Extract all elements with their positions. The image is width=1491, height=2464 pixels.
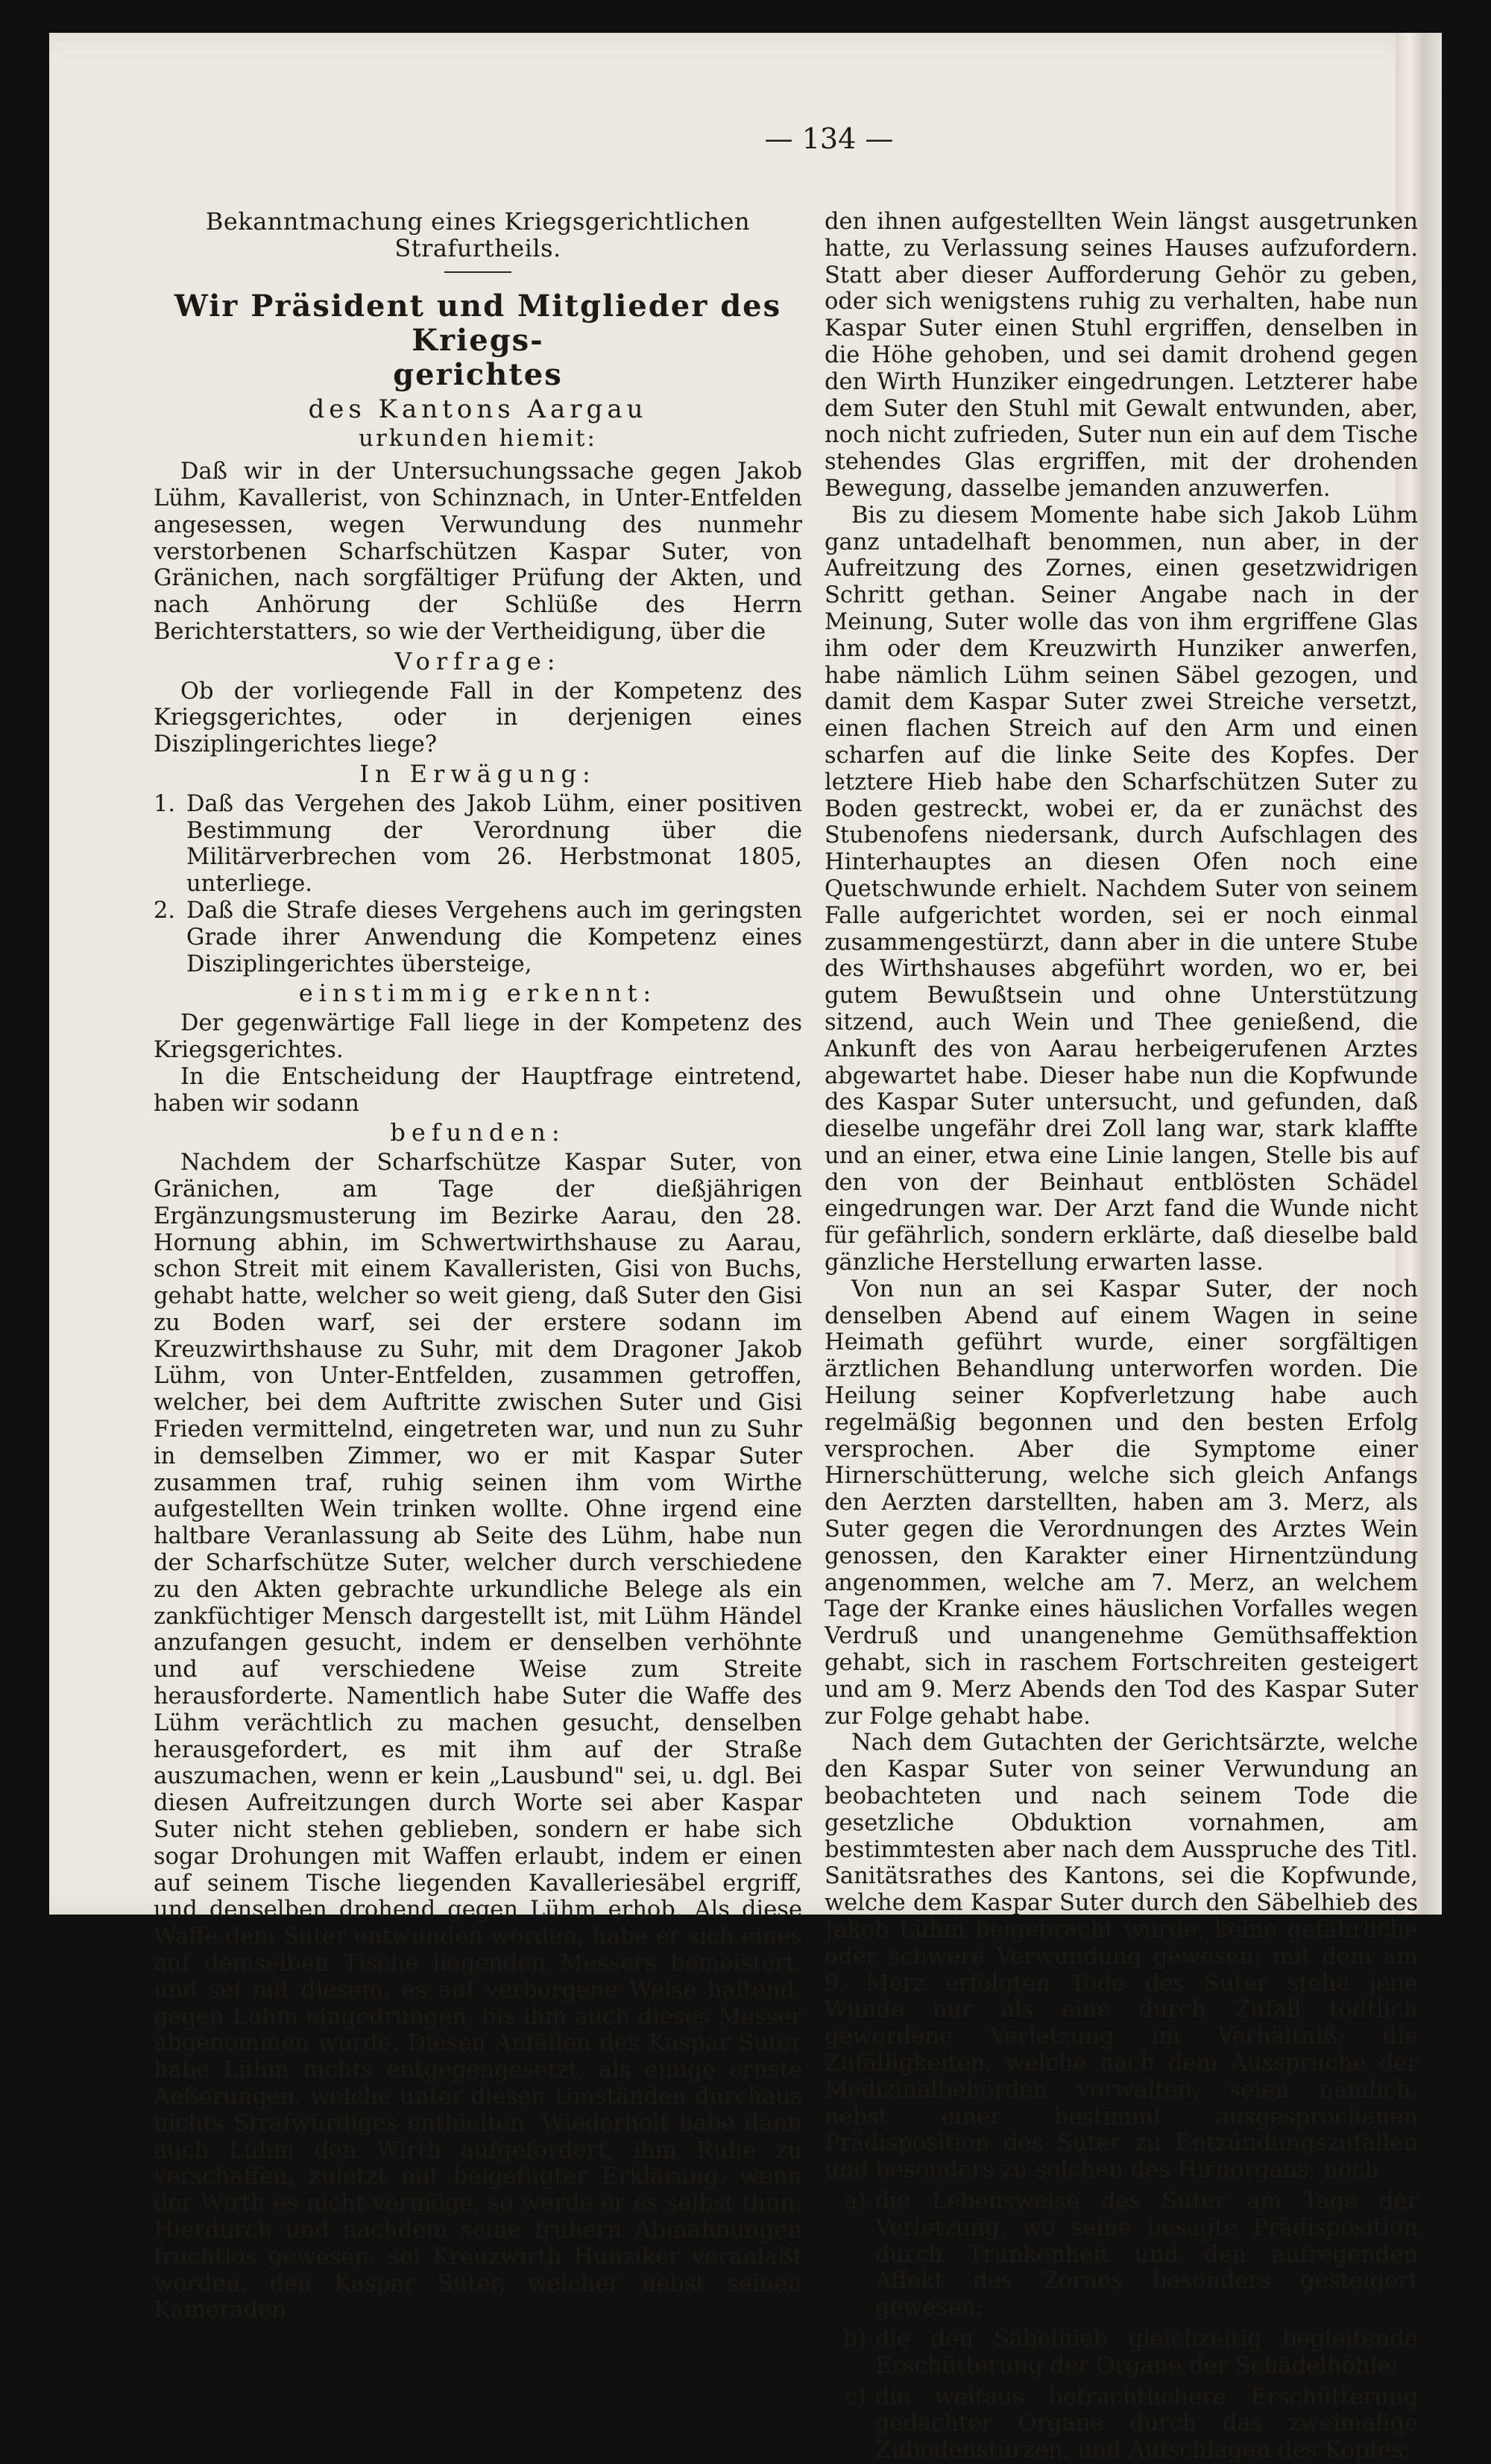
item-letter: b) — [842, 2325, 866, 2352]
title-line-2: gerichtes — [393, 356, 563, 392]
paragraph: Nachdem der Scharfschütze Kaspar Suter, von Gränichen, am Tage der dießjährigen Ergänzungsmusterung im Bezirke Aarau, den 28. Hornung abhin, im Schwertwirthshause zu Aarau, schon Streit mit einem Kavalleristen, Gisi von Buchs, gehabt hatte, welcher so weit gieng, daß Suter den Gisi zu Boden warf, sei der erstere sodann im Kreuzwirthshause zu Suhr, mit dem Dragoner Jakob Lühm, von Unter-Entfelden, zusammen getroffen, welcher, bei dem Auftritte zwischen Suter und Gisi Frieden vermittelnd, eingetreten war, und nun zu Suhr in demselben Zimmer, wo er mit Kaspar Suter zusammen traf, ruhig seinen ihm vom Wirthe aufgestellten Wein trinken wollte. Ohne irgend eine haltbare Veranlassung ab Seite des Lühm, habe nun der Scharfschütze Suter, welcher durch verschiedene zu den Akten gebrachte urkundliche Belege als ein zankfüchtiger Mensch dargestellt ist, mit Lühm Händel anzufangen gesucht, indem er denselben verhöhnte und auf verschiedene Weise zum Streite herausforderte. Namentlich habe Suter die Waffe des Lühm verächtlich zu machen gesucht, denselben herausgefordert, es mit ihm auf der Straße auszumachen, wenn er kein „Lausbund" sei, u. dgl. Bei diesen Aufreitzungen durch Worte sei aber Kaspar Suter nicht stehen geblieben, sondern er habe sich sogar Drohungen mit Waffen erlaubt, indem er einen auf seinem Tische liegenden Kavalleriesäbel ergriff, und denselben drohend gegen Lühm erhob. Als diese Waffe dem Suter entwunden worden, habe er sich eines auf demselben Tische liegenden Messers bemeistert, und sei mit diesem, es auf verborgene Weise haltend, gegen Lühm eingedrungen, bis ihm auch dieses Messer abgenommen wurde. Diesen Anfällen des Kaspar Suter habe Lühm nichts entgegengesetzt, als einige ernste Aeßerungen, welche unter diesen Umständen durchaus nichts Strafwürdiges enthielten. Wiederholt habe dann auch Lühm den Wirth aufgefordert, ihm Ruhe zu verschaffen, zuletzt mit beigefügter Erklärung, wenn der Wirth es nicht vermöge, so werde er es selbst thun. Hierdurch und nachdem seine frühern Abmahnungen fruchtlos gewesen, sei Kreuzwirth Hunziker veranlaßt worden, den Kaspar Suter, welcher nebst seinen Kameraden — [154, 1150, 802, 2324]
item-letter: c) — [845, 2383, 866, 2410]
paragraph: Daß wir in der Untersuchungssache gegen Jakob Lühm, Kavallerist, von Schinznach, in Unter-Entfelden angesessen, wegen Verwundung des nunmehr verstorbenen Scharfschützen Kaspar Suter, von Gränichen, nach sorgfältiger Prüfung der Akten, und nach Anhörung der Schlüße des Herrn Berichterstatters, so wie der Vertheidigung, über die — [154, 459, 802, 645]
urkunden-line: urkunden hiemit: — [359, 425, 597, 453]
numbered-item — [154, 898, 802, 977]
item-number: 2. — [154, 897, 176, 924]
divider-rule — [444, 271, 511, 273]
lettered-item — [825, 2384, 1418, 2464]
item-letter: a) — [843, 2187, 866, 2214]
paragraph: In die Entscheidung der Hauptfrage eintretend, haben wir sodann — [154, 1063, 802, 1117]
paragraph: Von nun an sei Kaspar Suter, der noch denselben Abend auf einem Wagen in seine Heimath geführt wurde, einer sorgfältigen ärztlichen Behandlung unterworfen worden. Die Heilung seiner Kopfverletzung habe auch regelmäßig begonnen und den besten Erfolg versprochen. Aber die Symptome einer Hirnerschütterung, welche sich gleich Anfangs den Aerzten darstellten, haben am 3. Merz, als Suter gegen die Verordnungen des Arztes Wein genossen, den Karakter einer Hirnentzündung angenommen, welche am 7. Merz, an welchem Tage der Kranke eines häuslichen Vorfalles wegen Verdruß und unangenehme Gemüthsaffektion gehabt, sich in raschem Fortschreiten gesteigert und am 9. Merz Abends den Tod des Kaspar Suter zur Folge gehabt habe. — [825, 1276, 1418, 1730]
vorfrage-heading: Vorfrage: — [394, 646, 561, 675]
paragraph: Ob der vorliegende Fall in der Kompetenz des Kriegsgerichtes, oder in derjenigen eines Disziplingerichtes liege? — [154, 678, 802, 758]
scanned-page — [49, 33, 1442, 2464]
einstimmig-heading: einstimmig erkennt: — [298, 979, 658, 1008]
item-number: 1. — [154, 790, 176, 817]
befunden-heading: befunden: — [390, 1118, 566, 1147]
item-text: Daß die Strafe dieses Vergehens auch im geringsten Grade ihrer Anwendung die Kompetenz eines Disziplingerichtes übersteige, — [186, 897, 802, 977]
lettered-item — [825, 2326, 1418, 2380]
title-line-1: Wir Präsident und Mitglieder des Kriegs- — [174, 288, 782, 358]
numbered-item — [154, 791, 802, 898]
notice-heading: Bekanntmachung eines Kriegsgerichtlichen Strafurtheils. — [205, 207, 751, 262]
item-text: die weitaus beträchtlichere Erschütterung gedachter Organe durch das zweimalige Zubodenstürzen, und Aufschlagen des Kopfes; — [875, 2383, 1418, 2464]
erwaegung-heading: In Erwägung: — [359, 759, 596, 788]
paragraph: Der gegenwärtige Fall liege in der Kompetenz des Kriegsgerichtes. — [154, 1010, 802, 1063]
lettered-item — [825, 2188, 1418, 2322]
right-column — [825, 209, 1418, 2464]
item-text: die den Säbelhieb gleichzeitig begleitende Erschütterung der Organe der Schädelhöhle; — [875, 2325, 1418, 2379]
paragraph: Nach dem Gutachten der Gerichtsärzte, welche den Kaspar Suter von seiner Verwundung an beobachteten und nach seinem Tode die gesetzliche Obduktion vornahmen, am bestimmtesten aber nach dem Ausspruche des Titl. Sanitätsrathes des Kantons, sei die Kopfwunde, welche dem Kaspar Suter durch den Säbelhieb des Jakob Lühm beigebracht wurde, keine gefährliche oder schwere Verwundung gewesen; mit dem am 9. Merz erfolgten Tode des Suter stehe jene Wunde nur als eine durch Zufall tödtlich gewordene Verletzung im Verhältniß; die Zufälligkeiten, welche nach dem Ausspruche der Medizinalbehörden vorwalten, seien nämlich, nebst einer bestimmt ausgesprochenen Prädisposition des Suter zu Entzündungszufällen und besonders zu solchen des Hirnorgans, noch — [825, 1730, 1418, 2184]
paragraph: Bis zu diesem Momente habe sich Jakob Lühm ganz untadelhaft benommen, nun aber, in der Aufreitzung des Zornes, einen gesetzwidrigen Schritt gethan. Seiner Angabe nach in der Meinung, Suter wolle das von ihm ergriffene Glas ihm oder dem Kreuzwirth Hunziker anwerfen, habe nämlich Lühm seinen Säbel gezogen, und damit dem Kaspar Suter zwei Streiche versetzt, einen flachen Streich auf den Arm und einen scharfen auf die linke Seite des Kopfes. Der letztere Hieb habe den Scharfschützen Suter zu Boden gestreckt, wobei er, da er zunächst des Stubenofens niedersank, durch Aufschlagen des Hinterhauptes an diesen Ofen noch eine Quetschwunde erhielt. Nachdem Suter von seinem Falle aufgerichtet worden, sei er noch einmal zusammengestürzt, dann aber in die untere Stube des Wirthshauses abgeführt worden, wo er, bei gutem Bewußtsein und ohne Unterstützung sitzend, auch Wein und Thee genießend, die Ankunft des von Aarau herbeigerufenen Arztes abgewartet habe. Dieser habe nun die Kopfwunde des Kaspar Suter untersucht, und gefunden, daß dieselbe ungefähr drei Zoll lang war, stark klaffte und an einer, etwa eine Linie langen, Stelle bis auf den von der Beinhaut entblösten Schädel eingedrungen war. Der Arzt fand die Wunde nicht für gefährlich, sondern erklärte, daß dieselbe bald gänzliche Herstellung erwarten lasse. — [825, 502, 1418, 1276]
paragraph: den ihnen aufgestellten Wein längst ausgetrunken hatte, zu Verlassung seines Hauses aufzufordern. Statt aber dieser Aufforderung Gehör zu geben, oder sich wenigstens ruhig zu verhalten, habe nun Kaspar Suter einen Stuhl ergriffen, denselben in die Höhe gehoben, und sei damit drohend gegen den Wirth Hunziker eingedrungen. Letzterer habe dem Suter den Stuhl mit Gewalt entwunden, aber, noch nicht zufrieden, Suter nun ein auf dem Tische stehendes Glas ergriffen, mit der drohenden Bewegung, dasselbe jemanden anzuwerfen. — [825, 209, 1418, 502]
left-column — [154, 209, 802, 2324]
item-text: die Lebensweise des Suter am Tage der Verletzung, wo seine besagte Prädisposition durch Trunkenheit und den aufregenden Affekt des Zornes besonders gesteigert gewesen; — [875, 2187, 1418, 2322]
item-text: Daß das Vergehen des Jakob Lühm, einer positiven Bestimmung der Verordnung über die Militärverbrechen vom 26. Herbstmonat 1805, unterliege. — [186, 790, 802, 898]
page-number: — 134 — — [764, 122, 894, 155]
title-line-3: des Kantons Aargau — [308, 394, 648, 424]
